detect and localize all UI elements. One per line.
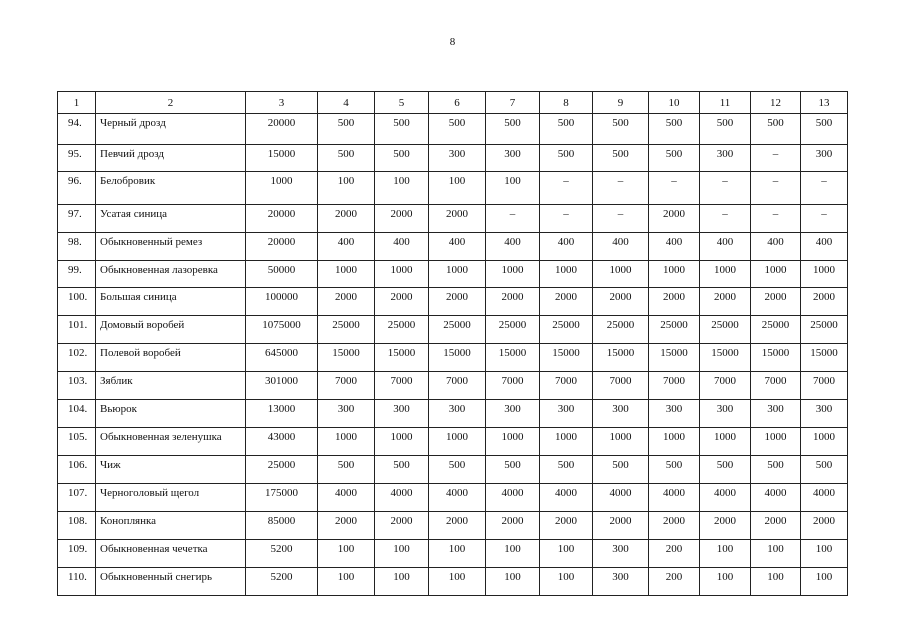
value-cell: 4000: [486, 484, 540, 512]
species-name-cell: Черноголовый щегол: [96, 484, 246, 512]
value-cell: 4000: [649, 484, 700, 512]
value-cell: –: [751, 145, 801, 172]
value-cell: 500: [649, 114, 700, 145]
value-cell: 4000: [801, 484, 848, 512]
row-number-cell: 100.: [58, 288, 96, 316]
value-cell: 300: [700, 145, 751, 172]
value-cell: 500: [700, 456, 751, 484]
row-number-cell: 96.: [58, 172, 96, 205]
value-cell: 25000: [751, 316, 801, 344]
value-cell: 500: [751, 114, 801, 145]
value-cell: 500: [486, 114, 540, 145]
species-name-cell: Черный дрозд: [96, 114, 246, 145]
value-cell: 50000: [246, 261, 318, 288]
value-cell: 4000: [429, 484, 486, 512]
value-cell: 7000: [486, 372, 540, 400]
table-row: [58, 233, 848, 261]
value-cell: 500: [318, 456, 375, 484]
value-cell: 500: [429, 456, 486, 484]
value-cell: 300: [751, 400, 801, 428]
value-cell: –: [700, 205, 751, 233]
value-cell: 500: [318, 114, 375, 145]
value-cell: 7000: [649, 372, 700, 400]
value-cell: 15000: [649, 344, 700, 372]
value-cell: 100: [486, 568, 540, 596]
value-cell: 300: [429, 400, 486, 428]
value-cell: 500: [540, 145, 593, 172]
value-cell: 4000: [593, 484, 649, 512]
table-row: [58, 428, 848, 456]
row-number-cell: 102.: [58, 344, 96, 372]
value-cell: 100: [700, 568, 751, 596]
row-number-cell: 99.: [58, 261, 96, 288]
row-number-cell: 104.: [58, 400, 96, 428]
table-row: [58, 456, 848, 484]
table-body: [58, 92, 848, 596]
value-cell: 1000: [486, 261, 540, 288]
species-name-cell: Чиж: [96, 456, 246, 484]
value-cell: 85000: [246, 512, 318, 540]
table-row: [58, 512, 848, 540]
value-cell: 500: [318, 145, 375, 172]
species-name-cell: Певчий дрозд: [96, 145, 246, 172]
value-cell: 25000: [649, 316, 700, 344]
value-cell: –: [593, 205, 649, 233]
value-cell: 500: [700, 114, 751, 145]
value-cell: 13000: [246, 400, 318, 428]
value-cell: 1000: [649, 261, 700, 288]
species-name-cell: Домовый воробей: [96, 316, 246, 344]
table-row: [58, 540, 848, 568]
header-cell: 7: [486, 92, 540, 114]
row-number-cell: 109.: [58, 540, 96, 568]
value-cell: 500: [801, 114, 848, 145]
header-cell: 5: [375, 92, 429, 114]
value-cell: 645000: [246, 344, 318, 372]
value-cell: 1000: [375, 428, 429, 456]
value-cell: 25000: [318, 316, 375, 344]
value-cell: 1000: [246, 172, 318, 205]
value-cell: 5200: [246, 568, 318, 596]
value-cell: 7000: [593, 372, 649, 400]
value-cell: 15000: [700, 344, 751, 372]
value-cell: 300: [429, 145, 486, 172]
value-cell: 500: [593, 456, 649, 484]
row-number-cell: 101.: [58, 316, 96, 344]
value-cell: 1000: [429, 428, 486, 456]
value-cell: 2000: [593, 512, 649, 540]
value-cell: 300: [700, 400, 751, 428]
value-cell: 400: [486, 233, 540, 261]
value-cell: 500: [429, 114, 486, 145]
value-cell: 2000: [540, 288, 593, 316]
row-number-cell: 107.: [58, 484, 96, 512]
species-name-cell: Обыкновенный ремез: [96, 233, 246, 261]
value-cell: 20000: [246, 205, 318, 233]
value-cell: 1000: [429, 261, 486, 288]
value-cell: 200: [649, 568, 700, 596]
value-cell: 2000: [801, 512, 848, 540]
value-cell: 25000: [486, 316, 540, 344]
species-name-cell: Усатая синица: [96, 205, 246, 233]
value-cell: 2000: [429, 205, 486, 233]
value-cell: 7000: [751, 372, 801, 400]
value-cell: 200: [649, 540, 700, 568]
value-cell: 7000: [540, 372, 593, 400]
value-cell: 15000: [540, 344, 593, 372]
value-cell: 2000: [318, 512, 375, 540]
table-row: [58, 568, 848, 596]
value-cell: 300: [486, 400, 540, 428]
value-cell: 15000: [246, 145, 318, 172]
value-cell: 15000: [318, 344, 375, 372]
table-row: [58, 288, 848, 316]
value-cell: 1000: [700, 261, 751, 288]
row-number-cell: 97.: [58, 205, 96, 233]
value-cell: 100000: [246, 288, 318, 316]
value-cell: 1000: [700, 428, 751, 456]
value-cell: 1000: [649, 428, 700, 456]
value-cell: 100: [429, 540, 486, 568]
value-cell: 400: [751, 233, 801, 261]
value-cell: 500: [593, 145, 649, 172]
value-cell: 500: [593, 114, 649, 145]
value-cell: 2000: [649, 205, 700, 233]
value-cell: 300: [593, 400, 649, 428]
header-cell: 13: [801, 92, 848, 114]
value-cell: –: [649, 172, 700, 205]
value-cell: 400: [801, 233, 848, 261]
value-cell: 15000: [801, 344, 848, 372]
value-cell: 100: [540, 540, 593, 568]
species-name-cell: Вьюрок: [96, 400, 246, 428]
table-row: [58, 400, 848, 428]
value-cell: 300: [593, 568, 649, 596]
value-cell: 2000: [318, 205, 375, 233]
table-row: [58, 172, 848, 205]
value-cell: 400: [700, 233, 751, 261]
species-name-cell: Обыкновенная чечетка: [96, 540, 246, 568]
value-cell: 2000: [429, 512, 486, 540]
header-cell: 10: [649, 92, 700, 114]
species-name-cell: Белобровик: [96, 172, 246, 205]
value-cell: 300: [801, 145, 848, 172]
value-cell: 4000: [318, 484, 375, 512]
value-cell: 1000: [375, 261, 429, 288]
table-row: [58, 114, 848, 145]
value-cell: 20000: [246, 114, 318, 145]
value-cell: 100: [318, 568, 375, 596]
value-cell: 500: [649, 456, 700, 484]
value-cell: 100: [700, 540, 751, 568]
value-cell: 500: [375, 456, 429, 484]
row-number-cell: 103.: [58, 372, 96, 400]
value-cell: 100: [375, 568, 429, 596]
value-cell: 100: [801, 568, 848, 596]
value-cell: 400: [593, 233, 649, 261]
value-cell: –: [540, 205, 593, 233]
value-cell: 100: [751, 568, 801, 596]
value-cell: 2000: [751, 512, 801, 540]
value-cell: 500: [375, 145, 429, 172]
value-cell: 4000: [751, 484, 801, 512]
value-cell: –: [540, 172, 593, 205]
species-name-cell: Обыкновенный снегирь: [96, 568, 246, 596]
value-cell: 500: [486, 456, 540, 484]
value-cell: 100: [318, 172, 375, 205]
value-cell: 25000: [593, 316, 649, 344]
value-cell: 500: [801, 456, 848, 484]
value-cell: –: [593, 172, 649, 205]
value-cell: 2000: [429, 288, 486, 316]
species-name-cell: Обыкновенная зеленушка: [96, 428, 246, 456]
value-cell: 300: [318, 400, 375, 428]
value-cell: 301000: [246, 372, 318, 400]
value-cell: 300: [649, 400, 700, 428]
value-cell: 15000: [593, 344, 649, 372]
value-cell: 300: [593, 540, 649, 568]
value-cell: 300: [486, 145, 540, 172]
value-cell: 400: [375, 233, 429, 261]
species-name-cell: Зяблик: [96, 372, 246, 400]
value-cell: 100: [801, 540, 848, 568]
value-cell: 400: [649, 233, 700, 261]
value-cell: 2000: [751, 288, 801, 316]
value-cell: 25000: [700, 316, 751, 344]
value-cell: 25000: [801, 316, 848, 344]
value-cell: –: [751, 205, 801, 233]
value-cell: 500: [540, 114, 593, 145]
value-cell: 175000: [246, 484, 318, 512]
row-number-cell: 105.: [58, 428, 96, 456]
value-cell: 15000: [751, 344, 801, 372]
value-cell: 25000: [540, 316, 593, 344]
value-cell: 2000: [318, 288, 375, 316]
value-cell: 1000: [751, 261, 801, 288]
value-cell: 7000: [375, 372, 429, 400]
species-name-cell: Обыкновенная лазоревка: [96, 261, 246, 288]
value-cell: 100: [486, 540, 540, 568]
value-cell: 25000: [429, 316, 486, 344]
value-cell: 2000: [649, 512, 700, 540]
value-cell: 500: [649, 145, 700, 172]
row-number-cell: 110.: [58, 568, 96, 596]
header-cell: 1: [58, 92, 96, 114]
page-number: 8: [449, 36, 456, 48]
value-cell: 100: [540, 568, 593, 596]
value-cell: 300: [801, 400, 848, 428]
value-cell: 2000: [486, 512, 540, 540]
value-cell: 500: [540, 456, 593, 484]
value-cell: 15000: [486, 344, 540, 372]
row-number-cell: 106.: [58, 456, 96, 484]
value-cell: 1000: [801, 428, 848, 456]
value-cell: 1000: [486, 428, 540, 456]
table-row: [58, 261, 848, 288]
table-row: [58, 484, 848, 512]
header-cell: 4: [318, 92, 375, 114]
value-cell: 7000: [700, 372, 751, 400]
value-cell: 1000: [593, 261, 649, 288]
value-cell: 1000: [801, 261, 848, 288]
value-cell: 7000: [318, 372, 375, 400]
value-cell: 2000: [375, 205, 429, 233]
value-cell: 1000: [318, 261, 375, 288]
header-cell: 8: [540, 92, 593, 114]
table-row: [58, 205, 848, 233]
value-cell: 5200: [246, 540, 318, 568]
table-row: [58, 372, 848, 400]
row-number-cell: 98.: [58, 233, 96, 261]
value-cell: 2000: [700, 288, 751, 316]
value-cell: 2000: [801, 288, 848, 316]
value-cell: 20000: [246, 233, 318, 261]
header-cell: 2: [96, 92, 246, 114]
value-cell: 2000: [649, 288, 700, 316]
value-cell: 25000: [246, 456, 318, 484]
value-cell: –: [700, 172, 751, 205]
value-cell: 25000: [375, 316, 429, 344]
value-cell: 4000: [375, 484, 429, 512]
value-cell: –: [801, 205, 848, 233]
value-cell: 400: [429, 233, 486, 261]
value-cell: 100: [375, 172, 429, 205]
value-cell: 100: [375, 540, 429, 568]
value-cell: 400: [318, 233, 375, 261]
value-cell: 4000: [540, 484, 593, 512]
header-cell: 12: [751, 92, 801, 114]
value-cell: 300: [540, 400, 593, 428]
value-cell: 400: [540, 233, 593, 261]
value-cell: 2000: [375, 512, 429, 540]
value-cell: 1075000: [246, 316, 318, 344]
value-cell: 2000: [375, 288, 429, 316]
table-row: [58, 316, 848, 344]
value-cell: 2000: [700, 512, 751, 540]
species-name-cell: Большая синица: [96, 288, 246, 316]
value-cell: 15000: [429, 344, 486, 372]
value-cell: 1000: [751, 428, 801, 456]
row-number-cell: 108.: [58, 512, 96, 540]
value-cell: –: [486, 205, 540, 233]
row-number-cell: 94.: [58, 114, 96, 145]
header-cell: 9: [593, 92, 649, 114]
value-cell: 2000: [486, 288, 540, 316]
value-cell: 15000: [375, 344, 429, 372]
value-cell: 100: [318, 540, 375, 568]
species-name-cell: Коноплянка: [96, 512, 246, 540]
header-row: [58, 92, 848, 114]
value-cell: 100: [486, 172, 540, 205]
value-cell: 4000: [700, 484, 751, 512]
table-row: [58, 145, 848, 172]
table-row: [58, 344, 848, 372]
header-cell: 11: [700, 92, 751, 114]
value-cell: 100: [751, 540, 801, 568]
species-name-cell: Полевой воробей: [96, 344, 246, 372]
header-cell: 6: [429, 92, 486, 114]
value-cell: 2000: [593, 288, 649, 316]
value-cell: –: [751, 172, 801, 205]
bird-count-table: [57, 91, 848, 596]
value-cell: –: [801, 172, 848, 205]
value-cell: 7000: [801, 372, 848, 400]
value-cell: 1000: [593, 428, 649, 456]
header-cell: 3: [246, 92, 318, 114]
value-cell: 1000: [540, 261, 593, 288]
row-number-cell: 95.: [58, 145, 96, 172]
value-cell: 500: [375, 114, 429, 145]
value-cell: 43000: [246, 428, 318, 456]
value-cell: 1000: [540, 428, 593, 456]
value-cell: 7000: [429, 372, 486, 400]
value-cell: 2000: [540, 512, 593, 540]
value-cell: 100: [429, 568, 486, 596]
value-cell: 300: [375, 400, 429, 428]
value-cell: 500: [751, 456, 801, 484]
value-cell: 1000: [318, 428, 375, 456]
value-cell: 100: [429, 172, 486, 205]
